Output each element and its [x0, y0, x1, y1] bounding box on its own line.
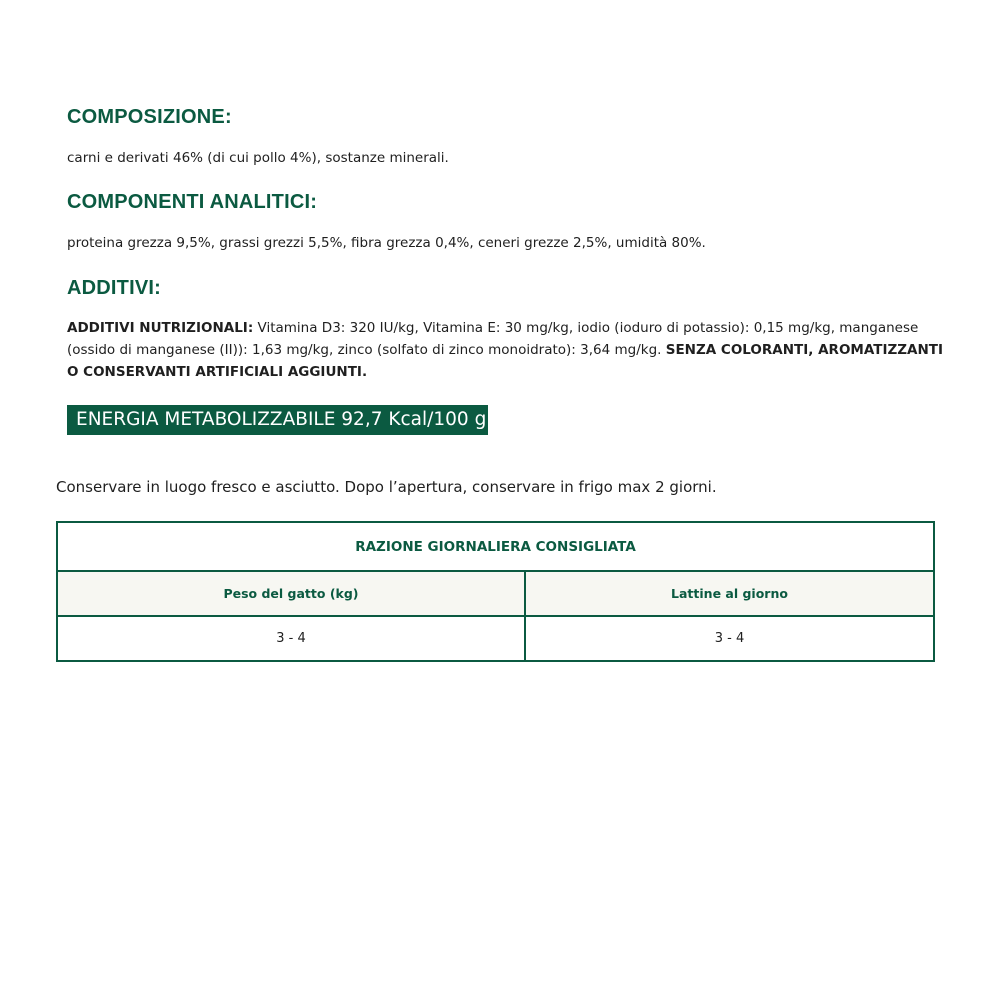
column-header-peso: Peso del gatto (kg): [58, 572, 526, 615]
razione-giornaliera-table: [56, 521, 935, 662]
conservazione-text: Conservare in luogo fresco e asciutto. Dopo l’apertura, conservare in frigo max 2 giorni.: [56, 478, 717, 496]
additivi-text: [67, 317, 957, 383]
column-header-lattine: Lattine al giorno: [671, 586, 788, 601]
energia-metabolizzabile-banner: ENERGIA METABOLIZZABILE 92,7 Kcal/100 g: [67, 405, 488, 435]
composizione-text: carni e derivati 46% (di cui pollo 4%), sostanze minerali.: [67, 150, 449, 166]
additivi-heading: ADDITIVI:: [67, 277, 162, 299]
additivi-nutrizionali-label: ADDITIVI NUTRIZIONALI:: [67, 320, 254, 336]
componenti-analitici-text: proteina grezza 9,5%, grassi grezzi 5,5%, fibra grezza 0,4%, ceneri grezze 2,5%, umidità 80%.: [67, 235, 706, 251]
table-row: [58, 617, 933, 660]
razione-table-title: RAZIONE GIORNALIERA CONSIGLIATA: [58, 523, 933, 572]
componenti-analitici-heading: COMPONENTI ANALITICI:: [67, 191, 318, 213]
table-header-row: [58, 572, 933, 617]
composizione-heading: COMPOSIZIONE:: [67, 106, 232, 128]
cell-peso: 3 - 4: [58, 617, 526, 660]
cell-lattine: 3 - 4: [714, 631, 745, 646]
additivi-notice: SENZA COLORANTI, AROMATIZZANTI O CONSERVANTI ARTIFICIALI AGGIUNTI.: [67, 342, 944, 380]
additivi-list: Vitamina D3: 320 IU/kg, Vitamina E: 30 mg/kg, iodio (ioduro di potassio): 0,15 mg/kg, manganese (ossido di manganese (II)): 1,63 mg/kg, zinco (solfato di zinco monoidrato): 3,64 mg/kg.: [67, 320, 919, 358]
